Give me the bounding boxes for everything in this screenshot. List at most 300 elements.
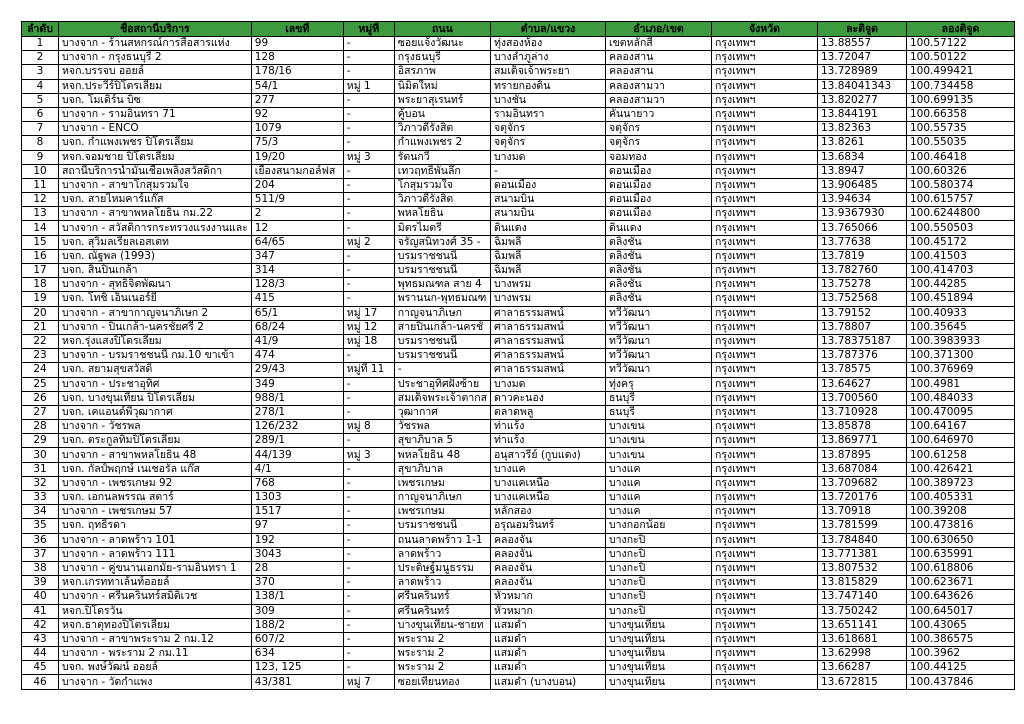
longitude-cell: 100.699135 <box>907 93 1015 107</box>
station-name-cell: บจก. เอกนลพรรณ สตาร์ <box>59 491 252 505</box>
latitude-cell: 13.82363 <box>818 122 907 136</box>
table-body <box>22 37 1015 690</box>
road-cell: กรุงธนบุรี <box>394 51 490 65</box>
latitude-cell: 13.70918 <box>818 505 907 519</box>
latitude-cell: 13.747140 <box>818 590 907 604</box>
house-number-cell: 43/381 <box>251 675 343 689</box>
subdistrict-cell: แสมดำ <box>491 632 606 646</box>
latitude-cell: 13.6834 <box>818 150 907 164</box>
district-cell: บางแค <box>606 462 712 476</box>
moo-cell: - <box>343 193 394 207</box>
moo-cell: - <box>343 590 394 604</box>
province-cell: กรุงเทพฯ <box>712 193 818 207</box>
house-number-cell: 3043 <box>251 547 343 561</box>
road-cell: ศรีนครินทร์ <box>394 590 490 604</box>
road-cell: ลาดพร้าว <box>394 547 490 561</box>
latitude-cell: 13.784840 <box>818 533 907 547</box>
province-cell: กรุงเทพฯ <box>712 37 818 51</box>
subdistrict-cell: จตุจักร <box>491 136 606 150</box>
index-cell: 6 <box>22 107 59 121</box>
station-name-cell: บางจาก - รามอินทรา 71 <box>59 107 252 121</box>
station-name-cell: หจก.เกรททาเล้นท์ออยล์ <box>59 576 252 590</box>
moo-cell: หมู่ 8 <box>343 420 394 434</box>
subdistrict-cell: บางแคเหนือ <box>491 476 606 490</box>
province-cell: กรุงเทพฯ <box>712 235 818 249</box>
latitude-cell: 13.728989 <box>818 65 907 79</box>
province-cell: กรุงเทพฯ <box>712 292 818 306</box>
index-cell: 3 <box>22 65 59 79</box>
table-row <box>22 363 1015 377</box>
station-name-cell: บางจาก - ศรีนครินทร์สมิติเวช <box>59 590 252 604</box>
house-number-cell: 988/1 <box>251 391 343 405</box>
station-name-cell: บางจาก - วัชรพล <box>59 420 252 434</box>
province-cell: กรุงเทพฯ <box>712 264 818 278</box>
latitude-cell: 13.709682 <box>818 476 907 490</box>
station-name-cell: บางจาก - บรมราชชนนี กม.10 ขาเข้า <box>59 349 252 363</box>
house-number-cell: 19/20 <box>251 150 343 164</box>
moo-cell: - <box>343 349 394 363</box>
header-latitude: ละติจูด <box>818 22 907 37</box>
subdistrict-cell: แสมดำ (บางบอน) <box>491 675 606 689</box>
latitude-cell: 13.869771 <box>818 434 907 448</box>
subdistrict-cell: คลองจั่น <box>491 533 606 547</box>
province-cell: กรุงเทพฯ <box>712 448 818 462</box>
subdistrict-cell: คลองจั่น <box>491 547 606 561</box>
table-row <box>22 533 1015 547</box>
index-cell: 34 <box>22 505 59 519</box>
house-number-cell: 4/1 <box>251 462 343 476</box>
province-cell: กรุงเทพฯ <box>712 434 818 448</box>
moo-cell: - <box>343 292 394 306</box>
road-cell: กาญจนาภิเษก <box>394 491 490 505</box>
district-cell: บางกอกน้อย <box>606 519 712 533</box>
moo-cell: - <box>343 604 394 618</box>
longitude-cell: 100.60326 <box>907 164 1015 178</box>
house-number-cell: 1079 <box>251 122 343 136</box>
spreadsheet <box>21 21 1015 690</box>
moo-cell: - <box>343 491 394 505</box>
table-row <box>22 334 1015 348</box>
district-cell: บางขุนเทียน <box>606 661 712 675</box>
table-row <box>22 207 1015 221</box>
district-cell: บางเขน <box>606 434 712 448</box>
moo-cell: - <box>343 476 394 490</box>
table-row <box>22 491 1015 505</box>
index-cell: 17 <box>22 264 59 278</box>
longitude-cell: 100.386575 <box>907 632 1015 646</box>
longitude-cell: 100.41503 <box>907 249 1015 263</box>
latitude-cell: 13.906485 <box>818 178 907 192</box>
district-cell: คลองสาน <box>606 51 712 65</box>
latitude-cell: 13.94634 <box>818 193 907 207</box>
house-number-cell: 370 <box>251 576 343 590</box>
road-cell: ประดิษฐ์มนูธรรม <box>394 561 490 575</box>
table-row <box>22 462 1015 476</box>
longitude-cell: 100.55735 <box>907 122 1015 136</box>
province-cell: กรุงเทพฯ <box>712 51 818 65</box>
station-name-cell: หจก.จอมชาย ปิโตรเลียม <box>59 150 252 164</box>
moo-cell: - <box>343 462 394 476</box>
longitude-cell: 100.45172 <box>907 235 1015 249</box>
province-cell: กรุงเทพฯ <box>712 618 818 632</box>
subdistrict-cell: ฉิมพลี <box>491 235 606 249</box>
road-cell: สมเด็จพระเจ้าตากส <box>394 391 490 405</box>
latitude-cell: 13.66287 <box>818 661 907 675</box>
table-row <box>22 647 1015 661</box>
moo-cell: - <box>343 576 394 590</box>
road-cell: บรมราชชนนี <box>394 519 490 533</box>
house-number-cell: 41/9 <box>251 334 343 348</box>
road-cell: บรมราชชนนี <box>394 349 490 363</box>
longitude-cell: 100.630650 <box>907 533 1015 547</box>
longitude-cell: 100.550503 <box>907 221 1015 235</box>
latitude-cell: 13.78807 <box>818 320 907 334</box>
header-station-name: ชื่อสถานีบริการ <box>59 22 252 37</box>
index-cell: 19 <box>22 292 59 306</box>
subdistrict-cell: - <box>491 164 606 178</box>
district-cell: ดินแดง <box>606 221 712 235</box>
road-cell: บรมราชชนนี <box>394 264 490 278</box>
house-number-cell: 278/1 <box>251 405 343 419</box>
road-cell: ประชาอุทิศฝั่งซ้าย <box>394 377 490 391</box>
house-number-cell: 277 <box>251 93 343 107</box>
index-cell: 37 <box>22 547 59 561</box>
longitude-cell: 100.44285 <box>907 278 1015 292</box>
table-row <box>22 405 1015 419</box>
subdistrict-cell: ศาลาธรรมสพน์ <box>491 320 606 334</box>
province-cell: กรุงเทพฯ <box>712 65 818 79</box>
latitude-cell: 13.771381 <box>818 547 907 561</box>
district-cell: จตุจักร <box>606 136 712 150</box>
station-name-cell: บางจาก - สาขาพระราม 2 กม.12 <box>59 632 252 646</box>
district-cell: ดอนเมือง <box>606 193 712 207</box>
latitude-cell: 13.807532 <box>818 561 907 575</box>
subdistrict-cell: บางชัน <box>491 93 606 107</box>
station-name-cell: บางจาก - สาขากาญจนาภิเษก 2 <box>59 306 252 320</box>
road-cell: พระยาสุเรนทร์ <box>394 93 490 107</box>
moo-cell: - <box>343 65 394 79</box>
longitude-cell: 100.615757 <box>907 193 1015 207</box>
subdistrict-cell: ดาวคะนอง <box>491 391 606 405</box>
road-cell: พระราม 2 <box>394 647 490 661</box>
table-row <box>22 391 1015 405</box>
road-cell: พุทธมณฑล สาย 4 <box>394 278 490 292</box>
moo-cell: - <box>343 51 394 65</box>
subdistrict-cell: อนุสาวรีย์ (กูบแดง) <box>491 448 606 462</box>
road-cell: บรมราชชนนี <box>394 334 490 348</box>
station-name-cell: บจก. สินปิ่นเกล้า <box>59 264 252 278</box>
latitude-cell: 13.700560 <box>818 391 907 405</box>
road-cell: วุฒากาศ <box>394 405 490 419</box>
subdistrict-cell: บางแค <box>491 462 606 476</box>
province-cell: กรุงเทพฯ <box>712 632 818 646</box>
road-cell: บางขุนเทียน-ชายท <box>394 618 490 632</box>
province-cell: กรุงเทพฯ <box>712 604 818 618</box>
longitude-cell: 100.499421 <box>907 65 1015 79</box>
province-cell: กรุงเทพฯ <box>712 561 818 575</box>
table-row <box>22 79 1015 93</box>
table-row <box>22 320 1015 334</box>
header-road: ถนน <box>394 22 490 37</box>
latitude-cell: 13.8947 <box>818 164 907 178</box>
road-cell: ซอยเทียนทอง <box>394 675 490 689</box>
table-row <box>22 292 1015 306</box>
subdistrict-cell: บางพรม <box>491 292 606 306</box>
district-cell: บางเขน <box>606 420 712 434</box>
header-district: อำเภอ/เขต <box>606 22 712 37</box>
latitude-cell: 13.782760 <box>818 264 907 278</box>
index-cell: 9 <box>22 150 59 164</box>
district-cell: บางขุนเทียน <box>606 618 712 632</box>
longitude-cell: 100.371300 <box>907 349 1015 363</box>
house-number-cell: 75/3 <box>251 136 343 150</box>
table-row <box>22 122 1015 136</box>
district-cell: ทวีวัฒนา <box>606 363 712 377</box>
longitude-cell: 100.437846 <box>907 675 1015 689</box>
road-cell: วัชรพล <box>394 420 490 434</box>
station-name-cell: บจก. เคแอนด์พีวุฒากาศ <box>59 405 252 419</box>
district-cell: บางกะปิ <box>606 533 712 547</box>
latitude-cell: 13.687084 <box>818 462 907 476</box>
latitude-cell: 13.710928 <box>818 405 907 419</box>
latitude-cell: 13.88557 <box>818 37 907 51</box>
moo-cell: หมู่ 3 <box>343 150 394 164</box>
longitude-cell: 100.646970 <box>907 434 1015 448</box>
district-cell: บางกะปิ <box>606 590 712 604</box>
header-moo: หมู่ที่ <box>343 22 394 37</box>
table-row <box>22 221 1015 235</box>
latitude-cell: 13.84041343 <box>818 79 907 93</box>
district-cell: บางเขน <box>606 448 712 462</box>
index-cell: 15 <box>22 235 59 249</box>
table-row <box>22 107 1015 121</box>
province-cell: กรุงเทพฯ <box>712 178 818 192</box>
longitude-cell: 100.635991 <box>907 547 1015 561</box>
index-cell: 8 <box>22 136 59 150</box>
subdistrict-cell: บางมด <box>491 377 606 391</box>
subdistrict-cell: แสมดำ <box>491 618 606 632</box>
road-cell: ลาดพร้าว <box>394 576 490 590</box>
table-row <box>22 547 1015 561</box>
table-row <box>22 448 1015 462</box>
index-cell: 40 <box>22 590 59 604</box>
latitude-cell: 13.752568 <box>818 292 907 306</box>
province-cell: กรุงเทพฯ <box>712 136 818 150</box>
house-number-cell: 126/232 <box>251 420 343 434</box>
house-number-cell: 65/1 <box>251 306 343 320</box>
table-row <box>22 661 1015 675</box>
road-cell: คู้บอน <box>394 107 490 121</box>
latitude-cell: 13.78375187 <box>818 334 907 348</box>
district-cell: ธนบุรี <box>606 391 712 405</box>
latitude-cell: 13.62998 <box>818 647 907 661</box>
moo-cell: หมู่ 3 <box>343 448 394 462</box>
province-cell: กรุงเทพฯ <box>712 278 818 292</box>
road-cell: วิภาวดีรังสิต <box>394 193 490 207</box>
province-cell: กรุงเทพฯ <box>712 547 818 561</box>
province-cell: กรุงเทพฯ <box>712 391 818 405</box>
province-cell: กรุงเทพฯ <box>712 349 818 363</box>
house-number-cell: 2 <box>251 207 343 221</box>
index-cell: 28 <box>22 420 59 434</box>
province-cell: กรุงเทพฯ <box>712 533 818 547</box>
moo-cell: - <box>343 632 394 646</box>
longitude-cell: 100.35645 <box>907 320 1015 334</box>
station-name-cell: หจก.ธาตุทองปิโตรเลียม <box>59 618 252 632</box>
subdistrict-cell: บางพรม <box>491 278 606 292</box>
longitude-cell: 100.376969 <box>907 363 1015 377</box>
table-row <box>22 93 1015 107</box>
road-cell: ถนนลาดพร้าว 1-1 <box>394 533 490 547</box>
subdistrict-cell: คลองจั่น <box>491 576 606 590</box>
station-name-cell: บางจาก - กรุงธนบุรี 2 <box>59 51 252 65</box>
subdistrict-cell: ฉิมพลี <box>491 249 606 263</box>
latitude-cell: 13.87895 <box>818 448 907 462</box>
index-cell: 26 <box>22 391 59 405</box>
station-name-cell: บางจาก - ปิ่นเกล้า-นครชัยศรี 2 <box>59 320 252 334</box>
house-number-cell: 204 <box>251 178 343 192</box>
moo-cell: - <box>343 547 394 561</box>
station-name-cell: บางจาก - ENCO <box>59 122 252 136</box>
index-cell: 32 <box>22 476 59 490</box>
latitude-cell: 13.844191 <box>818 107 907 121</box>
index-cell: 11 <box>22 178 59 192</box>
road-cell: จรัญสนิทวงศ์ 35 - <box>394 235 490 249</box>
station-name-cell: บางจาก - สาขาโกสุมรวมใจ <box>59 178 252 192</box>
table-row <box>22 675 1015 689</box>
road-cell: สุขาภิบาล <box>394 462 490 476</box>
road-cell: กาญจนาภิเษก <box>394 306 490 320</box>
province-cell: กรุงเทพฯ <box>712 334 818 348</box>
province-cell: กรุงเทพฯ <box>712 122 818 136</box>
house-number-cell: 54/1 <box>251 79 343 93</box>
province-cell: กรุงเทพฯ <box>712 505 818 519</box>
table-row <box>22 136 1015 150</box>
station-name-cell: บจก. ฤทธิ์รดา <box>59 519 252 533</box>
latitude-cell: 13.720176 <box>818 491 907 505</box>
index-cell: 31 <box>22 462 59 476</box>
index-cell: 39 <box>22 576 59 590</box>
station-name-cell: บจก. โมเดิร์น บิซ <box>59 93 252 107</box>
province-cell: กรุงเทพฯ <box>712 420 818 434</box>
province-cell: กรุงเทพฯ <box>712 249 818 263</box>
station-name-cell: บางจาก - ลาดพร้าว 101 <box>59 533 252 547</box>
table-row <box>22 65 1015 79</box>
table-row <box>22 476 1015 490</box>
district-cell: บางกะปิ <box>606 561 712 575</box>
station-name-cell: บางจาก - สุทธิจิตพัฒนา <box>59 278 252 292</box>
province-cell: กรุงเทพฯ <box>712 320 818 334</box>
index-cell: 5 <box>22 93 59 107</box>
longitude-cell: 100.55035 <box>907 136 1015 150</box>
district-cell: คลองสามวา <box>606 79 712 93</box>
province-cell: กรุงเทพฯ <box>712 150 818 164</box>
moo-cell: - <box>343 533 394 547</box>
district-cell: บางแค <box>606 476 712 490</box>
district-cell: เขตหลักสี่ <box>606 37 712 51</box>
index-cell: 1 <box>22 37 59 51</box>
station-name-cell: หจก.ปิโตรวัน <box>59 604 252 618</box>
subdistrict-cell: คลองจั่น <box>491 561 606 575</box>
table-row <box>22 193 1015 207</box>
table-row <box>22 632 1015 646</box>
subdistrict-cell: ทุ่งสองห้อง <box>491 37 606 51</box>
moo-cell: - <box>343 561 394 575</box>
latitude-cell: 13.85878 <box>818 420 907 434</box>
subdistrict-cell: บางแคเหนือ <box>491 491 606 505</box>
station-name-cell: บจก. สายไหมคาร์แก๊ส <box>59 193 252 207</box>
subdistrict-cell: อรุณอมรินทร์ <box>491 519 606 533</box>
road-cell: นิมิตใหม่ <box>394 79 490 93</box>
moo-cell: - <box>343 405 394 419</box>
index-cell: 18 <box>22 278 59 292</box>
longitude-cell: 100.4981 <box>907 377 1015 391</box>
house-number-cell: 44/139 <box>251 448 343 462</box>
road-cell: โกสุมรวมใจ <box>394 178 490 192</box>
road-cell: เพชรเกษม <box>394 505 490 519</box>
moo-cell: หมู่ 12 <box>343 320 394 334</box>
station-name-cell: บางจาก - เพชรเกษม 92 <box>59 476 252 490</box>
table-row <box>22 249 1015 263</box>
subdistrict-cell: ศาลาธรรมสพน์ <box>491 306 606 320</box>
latitude-cell: 13.77638 <box>818 235 907 249</box>
index-cell: 16 <box>22 249 59 263</box>
index-cell: 45 <box>22 661 59 675</box>
moo-cell: หมู่ 17 <box>343 306 394 320</box>
station-name-cell: บจก. บางขุนเทียน ปิโตรเลียม <box>59 391 252 405</box>
moo-cell: - <box>343 278 394 292</box>
subdistrict-cell: ท่าแร้ง <box>491 434 606 448</box>
road-cell: พระราม 2 <box>394 661 490 675</box>
longitude-cell: 100.39208 <box>907 505 1015 519</box>
house-number-cell: 349 <box>251 377 343 391</box>
moo-cell: - <box>343 434 394 448</box>
district-cell: จอมทอง <box>606 150 712 164</box>
longitude-cell: 100.426421 <box>907 462 1015 476</box>
header-province: จังหวัด <box>712 22 818 37</box>
moo-cell: - <box>343 207 394 221</box>
moo-cell: หมู่ที่ 11 <box>343 363 394 377</box>
house-number-cell: 188/2 <box>251 618 343 632</box>
station-name-cell: บางจาก - ร้านสหกรณ์การสื่อสารแห่ง <box>59 37 252 51</box>
longitude-cell: 100.3983933 <box>907 334 1015 348</box>
road-cell: กำแพงเพชร 2 <box>394 136 490 150</box>
subdistrict-cell: แสมดำ <box>491 661 606 675</box>
index-cell: 10 <box>22 164 59 178</box>
station-name-cell: บางจาก - พระราม 2 กม.11 <box>59 647 252 661</box>
index-cell: 13 <box>22 207 59 221</box>
moo-cell: - <box>343 264 394 278</box>
road-cell: มิตรไมตรี <box>394 221 490 235</box>
road-cell: ศรีนครินทร์ <box>394 604 490 618</box>
latitude-cell: 13.618681 <box>818 632 907 646</box>
district-cell: คันนายาว <box>606 107 712 121</box>
longitude-cell: 100.61258 <box>907 448 1015 462</box>
moo-cell: - <box>343 122 394 136</box>
subdistrict-cell: แสมดำ <box>491 647 606 661</box>
index-cell: 7 <box>22 122 59 136</box>
moo-cell: - <box>343 377 394 391</box>
house-number-cell: 415 <box>251 292 343 306</box>
road-cell: พระราม 2 <box>394 632 490 646</box>
longitude-cell: 100.64167 <box>907 420 1015 434</box>
latitude-cell: 13.64627 <box>818 377 907 391</box>
house-number-cell: 97 <box>251 519 343 533</box>
subdistrict-cell: ดอนเมือง <box>491 178 606 192</box>
index-cell: 2 <box>22 51 59 65</box>
district-cell: จตุจักร <box>606 122 712 136</box>
longitude-cell: 100.3962 <box>907 647 1015 661</box>
